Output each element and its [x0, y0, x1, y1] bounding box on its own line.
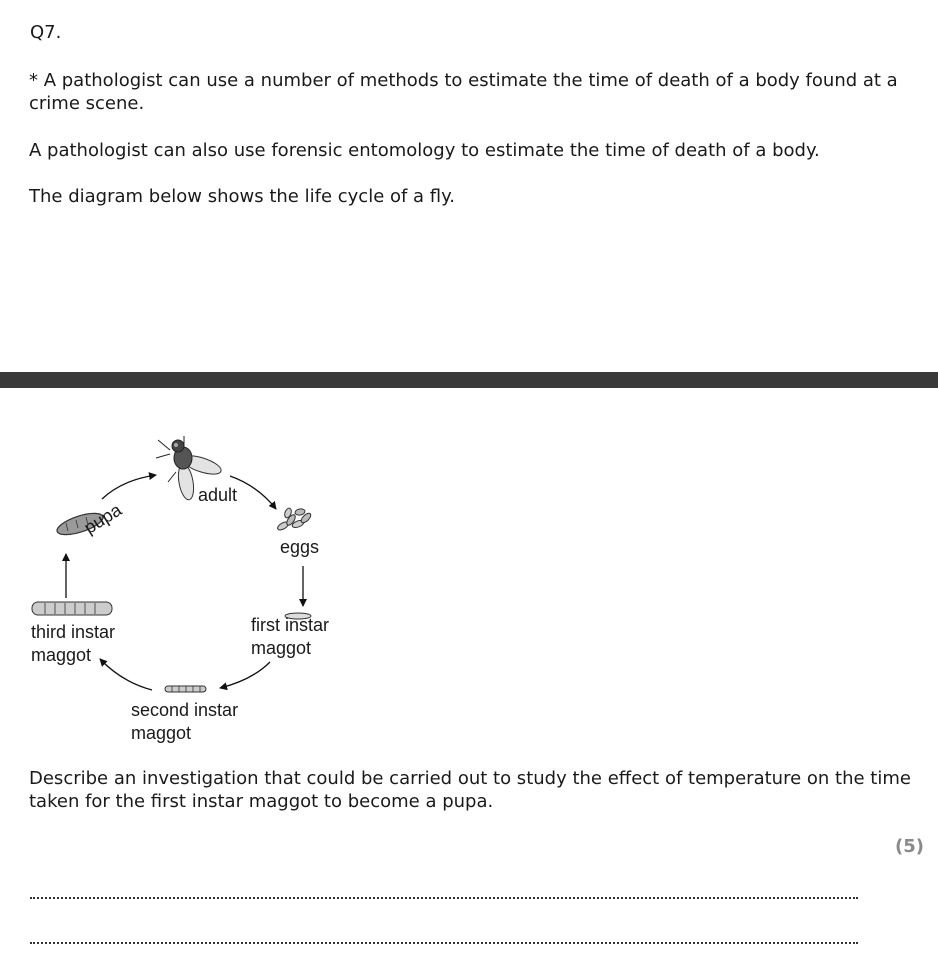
label-first-instar-maggot: first instar maggot [251, 615, 330, 658]
label-pupa: pupa [80, 499, 126, 538]
label-eggs: eggs [280, 537, 320, 557]
marks-indicator: (5) [895, 836, 924, 857]
third-instar-maggot-icon [32, 602, 112, 615]
answer-line[interactable] [30, 942, 858, 944]
answer-line[interactable] [30, 897, 858, 899]
question-context: A pathologist can also use forensic entomology to estimate the time of death of a body. [29, 140, 820, 161]
question-task: Describe an investigation that could be carried out to study the effect of temperature on the time taken for the first instar maggot to become a pupa. [29, 768, 911, 812]
label-second-instar-maggot: second instar maggot [131, 700, 239, 743]
question-intro: * A pathologist can use a number of methods to estimate the time of death of a body found at a crime scene. [29, 70, 898, 114]
arrow-first-to-second-instar [220, 662, 270, 688]
diagram-intro: The diagram below shows the life cycle of a fly. [29, 186, 455, 207]
label-third-instar-maggot: third instar maggot [31, 622, 116, 665]
fly-life-cycle-diagram [0, 420, 380, 760]
second-instar-maggot-icon [165, 686, 206, 692]
arrow-pupa-to-adult [102, 475, 156, 499]
eggs-icon [276, 507, 312, 531]
label-adult: adult [198, 485, 238, 505]
question-number: Q7. [30, 22, 62, 43]
divider-bar [0, 372, 938, 388]
